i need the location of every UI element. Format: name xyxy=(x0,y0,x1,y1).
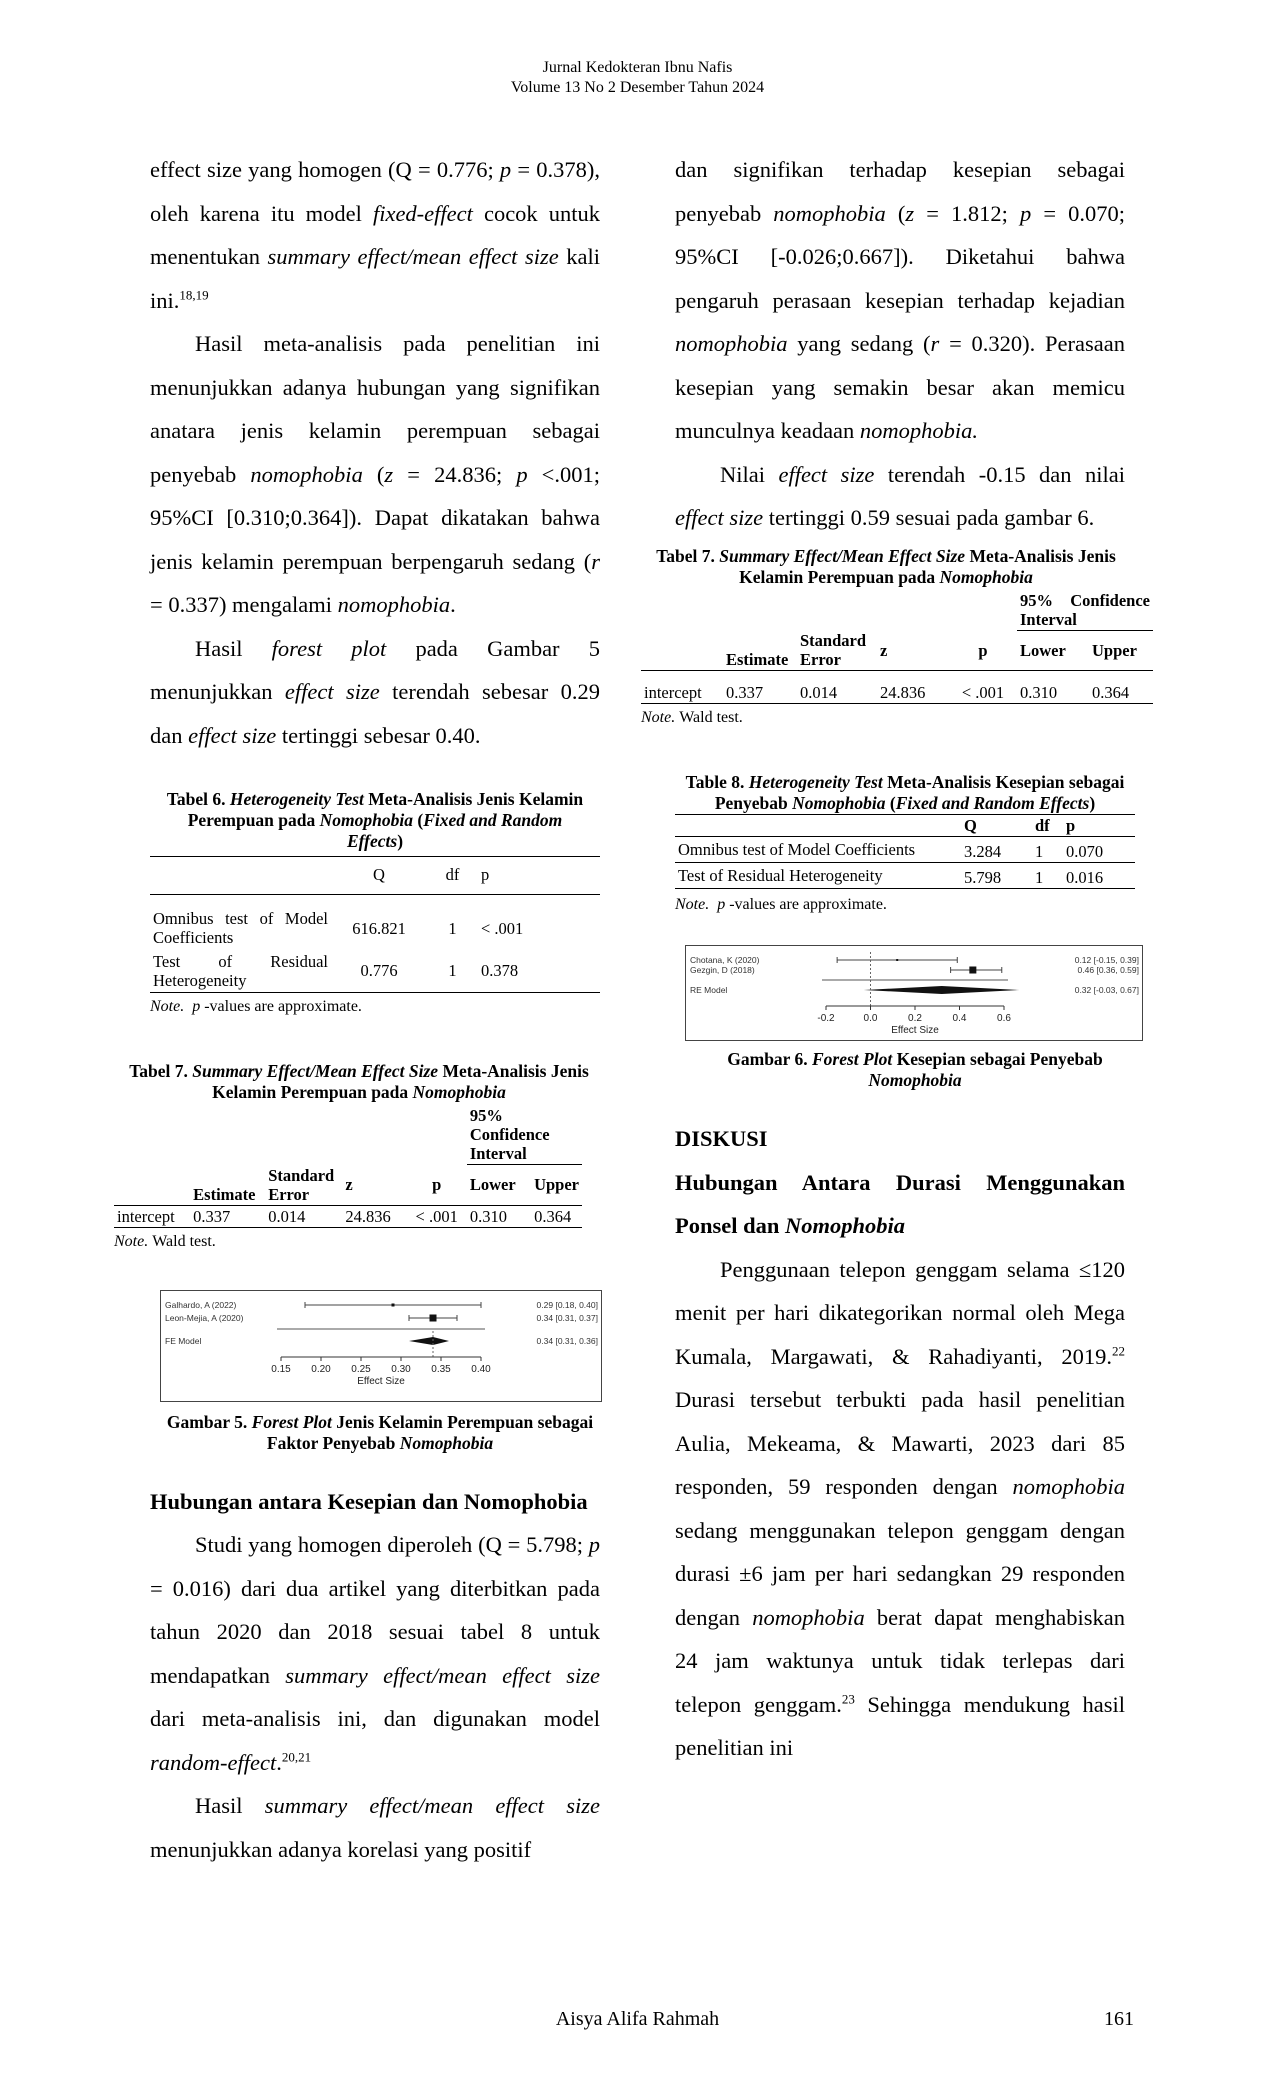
forest-plot-6 xyxy=(685,945,1143,1041)
table-header-cell: Lower xyxy=(1020,640,1066,660)
text-run: Hubungan Antara Durasi Menggunakan Ponsel dan xyxy=(675,1169,1125,1238)
x-tick-label: 0.35 xyxy=(431,1363,451,1375)
paragraph xyxy=(150,322,600,627)
table-row xyxy=(675,837,1135,863)
table-header-cell: Estimate xyxy=(726,650,789,669)
forest-plot-5 xyxy=(160,1290,602,1402)
text-run: Hasil xyxy=(195,635,272,661)
text-run: Table 8. xyxy=(685,772,749,792)
text-run: Summary Effect/Mean Effect Size xyxy=(192,1061,439,1081)
table-cell: 0.014 xyxy=(800,683,838,702)
table-header-cell: z xyxy=(345,1175,353,1194)
paragraph xyxy=(675,453,1125,540)
text-run: p xyxy=(516,461,528,487)
table-6 xyxy=(150,789,600,1017)
x-tick-label: -0.2 xyxy=(817,1013,835,1024)
text-run: ) xyxy=(397,831,404,851)
effect-box xyxy=(969,967,976,974)
text-run: z xyxy=(905,200,915,226)
table-cell: intercept xyxy=(117,1206,175,1226)
text-run: z xyxy=(384,461,394,487)
note-p: p xyxy=(192,998,201,1015)
note-label: Note. xyxy=(675,896,710,913)
table-cell: 3.284 xyxy=(964,842,1002,861)
effect-box xyxy=(392,1303,395,1306)
table-note xyxy=(675,895,1135,915)
ci-label: 0.46 [0.36, 0.59] xyxy=(1077,965,1139,975)
x-tick-label: 0.20 xyxy=(311,1363,331,1375)
text-run: Nomophobia xyxy=(868,1070,962,1090)
journal-volume: Volume 13 No 2 Desember Tahun 2024 xyxy=(510,79,765,96)
text-run: nomophobia xyxy=(1012,1474,1125,1499)
study-label: Leon-Mejia, A (2020) xyxy=(165,1312,244,1323)
text-run: effect size xyxy=(188,722,277,748)
paragraph xyxy=(150,1523,600,1784)
text-run: p xyxy=(588,1532,600,1557)
text-run: <.001; 95%CI [0.310;0.364]). Dapat dikatakan bahwa jenis kelamin perempuan berpengaruh sedang ( xyxy=(150,461,600,574)
table-header-cell: p xyxy=(978,640,988,660)
x-axis-label: Effect Size xyxy=(357,1375,405,1387)
summary-effect-table xyxy=(641,590,1153,705)
table-cell: 5.798 xyxy=(964,868,1002,887)
summary-diamond xyxy=(864,986,1020,994)
text-run: Jenis Kelamin Perempuan sebagai Faktor Penyebab xyxy=(266,1411,594,1453)
ci-header: 95% Confidence Interval xyxy=(1017,590,1153,631)
figure-5 xyxy=(160,1290,600,1454)
table-cell: 0.014 xyxy=(268,1206,306,1226)
table-header-cell: Standard Error xyxy=(800,631,867,669)
text-run: Gambar 6. xyxy=(727,1049,812,1069)
text-run: Nomophobia xyxy=(792,793,886,813)
table-cell: Test of Residual Heterogeneity xyxy=(153,952,328,990)
table-cell: 24.836 xyxy=(880,683,926,702)
text-run: terendah sebesar 0.29 dan xyxy=(150,679,601,748)
text-run: Kesepian sebagai Penyebab xyxy=(892,1049,1103,1069)
x-tick-label: 0.30 xyxy=(391,1363,411,1375)
text-run: ( xyxy=(885,200,906,226)
text-run: . xyxy=(276,1749,282,1775)
text-run: = 1.812; xyxy=(914,200,1020,226)
text-run: Gambar 5. xyxy=(166,1411,252,1432)
note-label: Note. xyxy=(641,709,676,726)
citation-superscript: 20,21 xyxy=(281,1749,312,1764)
table-caption xyxy=(675,772,1135,814)
note-text: Wald test. xyxy=(679,709,743,726)
text-run: Forest Plot xyxy=(812,1049,893,1069)
x-tick-label: 0.25 xyxy=(351,1363,371,1375)
note-p: p xyxy=(717,896,726,913)
text-run: Durasi tersebut terbukti pada hasil penelitian Aulia, Mekeama, & Mawarti, 2023 dari 85 responden, 59 responden dengan xyxy=(675,1387,1125,1499)
text-run: Forest Plot xyxy=(251,1411,332,1432)
x-axis-label: Effect Size xyxy=(891,1025,939,1036)
section-heading: Hubungan antara Kesepian dan Nomophobia xyxy=(150,1488,588,1514)
text-run: ( xyxy=(885,793,896,813)
table-header-cell: Q xyxy=(373,865,385,884)
journal-name: Jurnal Kedokteran Ibnu Nafis xyxy=(542,59,733,76)
table-header-cell: Lower xyxy=(469,1175,516,1195)
table-header-cell: p xyxy=(481,865,490,884)
paragraph xyxy=(150,148,600,322)
running-head xyxy=(0,58,1275,98)
table-row xyxy=(675,863,1135,889)
paragraph xyxy=(150,1784,600,1871)
left-column xyxy=(114,148,601,1871)
citation-superscript: 22 xyxy=(1112,1343,1125,1358)
table-cell: < .001 xyxy=(961,683,1005,702)
forest-plot-svg xyxy=(686,946,1142,1040)
table-cell: 1 xyxy=(1035,868,1044,887)
text-run: Sehingga mendukung hasil penelitian ini xyxy=(675,1691,1125,1760)
x-tick-label: 0.15 xyxy=(271,1363,291,1375)
text-run: p xyxy=(499,157,512,182)
text-run: r xyxy=(930,331,940,356)
table-caption xyxy=(150,789,600,852)
text-run: ) xyxy=(1089,793,1096,813)
footer-author: Aisya Alifa Rahmah xyxy=(555,2008,720,2030)
citation-superscript: 23 xyxy=(841,1691,855,1706)
text-run: effect size xyxy=(675,505,764,530)
table-cell: 1 xyxy=(448,960,457,980)
text-run: Nilai xyxy=(720,461,779,487)
text-run: tertinggi sebesar 0.40. xyxy=(276,722,481,748)
table-cell: 0.364 xyxy=(1092,683,1130,702)
table-cell: 0.070 xyxy=(1066,842,1104,861)
paragraph xyxy=(675,148,1125,453)
text-run: fixed-effect xyxy=(372,200,473,226)
study-label: Galhardo, A (2022) xyxy=(165,1299,237,1310)
text-run: effect size yang homogen (Q = 0.776; xyxy=(150,157,500,182)
text-run: Nomophobia xyxy=(785,1213,906,1238)
study-label: FE Model xyxy=(165,1335,202,1346)
text-run: cocok untuk menentukan xyxy=(150,200,600,269)
table-header-cell: Q xyxy=(964,816,977,835)
text-run: Nomophobia xyxy=(319,810,413,830)
text-run: = 0.337) mengalami xyxy=(150,592,338,617)
table-header-cell: Upper xyxy=(534,1175,579,1195)
x-tick-label: 0.4 xyxy=(952,1013,967,1024)
text-run: Tabel 6. xyxy=(166,789,230,809)
table-header-cell xyxy=(150,857,331,895)
text-run: nomophobia xyxy=(752,1604,865,1630)
text-run: Studi yang homogen diperoleh (Q = 5.798; xyxy=(195,1532,589,1557)
table-cell: 0.776 xyxy=(360,960,398,980)
text-run: nomophobia xyxy=(773,200,886,226)
text-run: Meta-Analisis Jenis Kelamin Perempuan pada xyxy=(212,1061,589,1102)
table-cell: 0.337 xyxy=(193,1206,231,1226)
table-header-cell: p xyxy=(432,1175,442,1194)
table-row xyxy=(641,671,1153,704)
ci-label: 0.12 [-0.15, 0.39] xyxy=(1074,955,1139,965)
text-run: summary effect/mean effect size xyxy=(285,1662,600,1688)
table-cell: < .001 xyxy=(481,918,524,938)
x-tick-label: 0.2 xyxy=(908,1013,922,1024)
text-run: Heterogeneity Test xyxy=(748,772,883,792)
effect-box xyxy=(896,959,898,961)
table-cell: 0.337 xyxy=(726,683,764,702)
text-run: ( xyxy=(413,810,424,830)
text-run: effect size xyxy=(778,461,875,487)
text-run: . xyxy=(450,592,456,617)
text-run: Hasil xyxy=(195,1793,265,1818)
figure-caption xyxy=(685,1049,1145,1091)
table-cell: 1 xyxy=(448,918,457,938)
text-run: sedang menggunakan telepon genggam dengan durasi ±6 jam per hari sedangkan 29 responden dengan xyxy=(675,1517,1125,1630)
text-run: r xyxy=(591,548,600,574)
figure-6 xyxy=(685,945,1145,1091)
table-header-cell: p xyxy=(1066,816,1076,835)
citation-superscript: 18,19 xyxy=(179,287,209,302)
text-run: Meta-Analisis Jenis Kelamin Perempuan pada xyxy=(187,789,584,830)
text-run: Penggunaan telepon genggam selama ≤120 menit per hari dikategorikan normal oleh Mega Kumala, Margawati, & Rahadiyanti, 2019. xyxy=(675,1256,1125,1369)
text-run: kali ini. xyxy=(150,244,600,313)
summary-diamond xyxy=(409,1337,449,1345)
x-tick-label: 0.6 xyxy=(997,1013,1011,1024)
table-cell: Omnibus test of Model Coefficients xyxy=(678,840,916,859)
text-run: Meta-Analisis Kesepian sebagai Penyebab xyxy=(714,772,1125,813)
note-label: Note. xyxy=(150,998,185,1015)
table-header-cell: Standard Error xyxy=(268,1165,335,1204)
text-run: Fixed and Random Effects xyxy=(346,810,563,851)
table-cell: Omnibus test of Model Coefficients xyxy=(153,909,328,947)
table-row xyxy=(150,948,600,993)
table-cell: Test of Residual Heterogeneity xyxy=(678,866,883,885)
forest-plot-svg xyxy=(161,1291,601,1401)
table-cell: 0.310 xyxy=(1020,683,1058,702)
page-number: 161 xyxy=(1104,2008,1134,2030)
text-run: Tabel 7. xyxy=(656,545,720,566)
text-run: Nomophobia xyxy=(939,566,1033,587)
x-tick-label: 0.40 xyxy=(471,1363,491,1375)
ci-label: 0.29 [0.18, 0.40] xyxy=(536,1299,598,1310)
text-run: Nomophobia xyxy=(412,1082,506,1102)
study-label: Chotana, K (2020) xyxy=(690,955,760,965)
note-text: -values are approximate. xyxy=(200,998,362,1015)
table-note xyxy=(150,997,600,1017)
text-run: forest plot xyxy=(271,635,387,661)
ci-label: 0.32 [-0.03, 0.67] xyxy=(1074,985,1139,995)
study-label: RE Model xyxy=(690,985,728,995)
heterogeneity-table xyxy=(150,856,600,993)
text-run: tertinggi 0.59 sesuai pada gambar 6. xyxy=(763,505,1095,530)
text-run: terendah -0.15 dan nilai xyxy=(874,461,1125,487)
table-note xyxy=(114,1232,604,1252)
text-run: Fixed and Random Effects xyxy=(895,793,1090,813)
study-label: Gezgin, D (2018) xyxy=(690,965,755,975)
text-run: yang sedang ( xyxy=(787,331,931,356)
note-text: -values are approximate. xyxy=(725,896,887,913)
summary-effect-table xyxy=(114,1105,582,1228)
text-run: effect size xyxy=(284,679,380,704)
table-cell: 0.016 xyxy=(1066,868,1104,887)
table-header-cell xyxy=(675,815,961,837)
text-run: dan signifikan terhadap kesepian sebagai penyebab xyxy=(675,157,1125,226)
text-run: ( xyxy=(362,461,385,487)
figure-caption xyxy=(160,1412,600,1454)
text-run: = 24.836; xyxy=(393,461,517,487)
table-header-cell: Estimate xyxy=(193,1184,256,1204)
text-run: Hasil meta-analisis pada penelitian ini menunjukkan adanya hubungan yang signifikan anatara jenis kelamin perempuan sebagai penyebab xyxy=(150,331,600,487)
paragraph xyxy=(150,627,600,758)
table-cell: 616.821 xyxy=(352,918,406,938)
text-run: Meta-Analisis Jenis Kelamin Perempuan pada xyxy=(739,545,1116,587)
table-header-cell: z xyxy=(880,640,888,660)
table-header-cell: df xyxy=(445,865,460,884)
table-7-left xyxy=(114,1061,604,1252)
text-run: berat dapat menghabiskan 24 jam waktunya untuk tidak terlepas dari telepon genggam. xyxy=(675,1604,1125,1717)
text-run: nomophobia xyxy=(250,461,363,487)
text-run: = 0.070; 95%CI [-0.026;0.667]). Diketahui bahwa pengaruh perasaan kesepian terhadap kejadian xyxy=(675,200,1125,313)
section-heading xyxy=(675,1161,1125,1248)
text-run: random-effect xyxy=(150,1749,277,1775)
text-run: = 0.016) dari dua artikel yang diterbitkan pada tahun 2020 dan 2018 sesuai tabel 8 untuk mendapatkan xyxy=(150,1575,600,1688)
text-run: = 0.320). Perasaan kesepian yang semakin besar akan memicu munculnya keadaan xyxy=(675,331,1125,443)
heterogeneity-table xyxy=(675,814,1135,889)
note-text: Wald test. xyxy=(152,1232,216,1250)
table-8 xyxy=(675,772,1135,915)
table-cell: < .001 xyxy=(415,1206,458,1226)
table-caption xyxy=(641,546,1131,588)
table-cell: intercept xyxy=(644,683,702,702)
text-run: Tabel 7. xyxy=(129,1061,193,1081)
text-run: p xyxy=(1019,200,1032,226)
table-cell: 0.310 xyxy=(469,1206,507,1226)
text-run: Heterogeneity Test xyxy=(229,789,364,809)
paragraph xyxy=(675,1248,1125,1770)
text-run: = 0.378), oleh karena itu model xyxy=(150,157,600,226)
text-run: summary effect/mean effect size xyxy=(267,244,559,269)
ci-header: 95% Confidence Interval xyxy=(467,1105,582,1165)
table-header-cell: df xyxy=(1035,816,1050,835)
effect-box xyxy=(430,1314,437,1321)
table-header-cell: Upper xyxy=(1092,640,1137,660)
table-cell: 24.836 xyxy=(345,1206,391,1226)
table-row xyxy=(150,895,600,949)
table-cell: 0.364 xyxy=(534,1206,572,1226)
text-run: nomophobia xyxy=(675,331,788,356)
text-run: dari meta-analisis ini, dan digunakan model xyxy=(150,1706,600,1731)
text-run: Summary Effect/Mean Effect Size xyxy=(719,545,966,566)
text-run: summary effect/mean effect size xyxy=(264,1793,600,1818)
ci-label: 0.34 [0.31, 0.37] xyxy=(536,1312,598,1323)
table-cell: 1 xyxy=(1035,842,1044,861)
x-tick-label: 0.0 xyxy=(863,1013,878,1024)
text-run: pada Gambar 5 menunjukkan xyxy=(150,635,600,704)
text-run: menunjukkan adanya korelasi yang positif xyxy=(150,1836,532,1862)
text-run: Nomophobia xyxy=(399,1432,494,1453)
text-run: nomophobia xyxy=(337,592,451,617)
right-column xyxy=(641,148,1150,1770)
table-caption xyxy=(114,1061,604,1103)
section-title: DISKUSI xyxy=(675,1126,768,1151)
table-note xyxy=(641,708,1131,728)
note-label: Note. xyxy=(114,1232,149,1250)
text-run: nomophobia. xyxy=(859,418,979,443)
ci-label: 0.34 [0.31, 0.36] xyxy=(536,1335,598,1346)
table-cell: 0.378 xyxy=(481,960,519,980)
table-7-right xyxy=(641,545,1150,729)
table-row xyxy=(114,1205,582,1227)
